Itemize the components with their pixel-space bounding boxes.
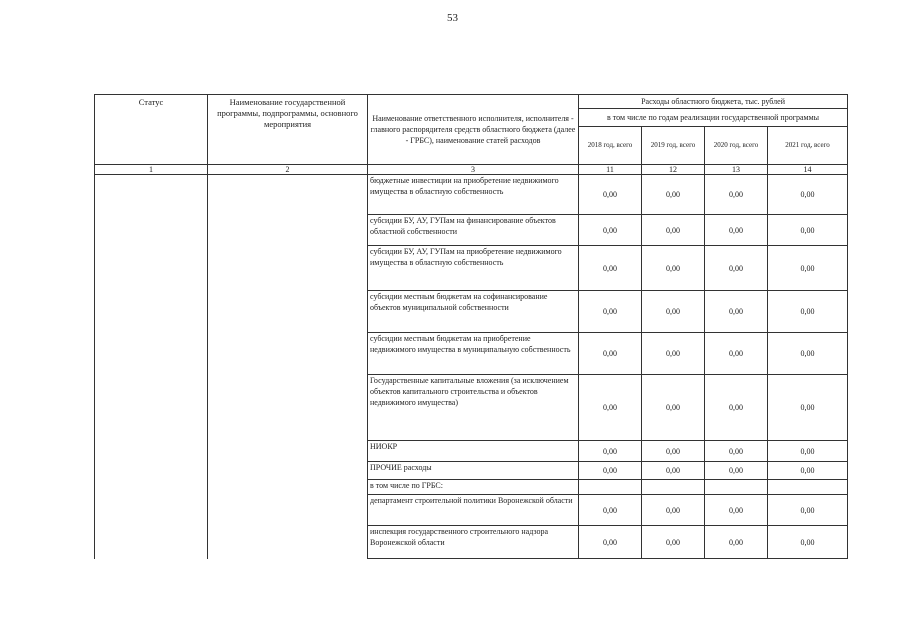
value-2019: 0,00: [642, 462, 705, 480]
value-2021: 0,00: [768, 462, 848, 480]
value-2020: 0,00: [705, 441, 768, 462]
value-2018: 0,00: [579, 215, 642, 246]
col-number-12: 12: [642, 165, 705, 175]
header-year-2021: 2021 год, всего: [768, 127, 848, 165]
header-by-year: в том числе по годам реализации государственной программы: [579, 109, 848, 127]
value-2018: 0,00: [579, 375, 642, 441]
value-2020: 0,00: [705, 291, 768, 333]
expense-name: субсидии БУ, АУ, ГУПам на приобретение недвижимого имущества в областную собственность: [368, 246, 579, 291]
program-cell: [208, 175, 368, 559]
value-2021: 0,00: [768, 441, 848, 462]
value-2019: 0,00: [642, 495, 705, 526]
value-2021: 0,00: [768, 333, 848, 375]
header-year-2018: 2018 год, всего: [579, 127, 642, 165]
budget-table: [94, 94, 848, 559]
value-2021: 0,00: [768, 246, 848, 291]
expense-name: субсидии БУ, АУ, ГУПам на финансирование объектов областной собственности: [368, 215, 579, 246]
value-2020: 0,00: [705, 215, 768, 246]
value-2021: 0,00: [768, 291, 848, 333]
expense-name: департамент строительной политики Воронежской области: [368, 495, 579, 526]
value-2020: 0,00: [705, 526, 768, 559]
value-2021: [768, 480, 848, 495]
value-2019: 0,00: [642, 441, 705, 462]
value-2020: 0,00: [705, 175, 768, 215]
header-budget: Расходы областного бюджета, тыс. рублей: [579, 95, 848, 109]
header-program: Наименование государственной программы, подпрограммы, основного мероприятия: [208, 95, 368, 165]
value-2018: 0,00: [579, 495, 642, 526]
expense-name: субсидии местным бюджетам на софинансирование объектов муниципальной собственности: [368, 291, 579, 333]
header-executor: Наименование ответственного исполнителя, исполнителя - главного распорядителя средств областного бюджета (далее - ГРБС), наименование статей расходов: [368, 95, 579, 165]
header-status: Статус: [95, 95, 208, 165]
value-2018: 0,00: [579, 526, 642, 559]
value-2020: 0,00: [705, 462, 768, 480]
value-2019: 0,00: [642, 375, 705, 441]
col-number-1: 1: [95, 165, 208, 175]
col-number-11: 11: [579, 165, 642, 175]
expense-name: ПРОЧИЕ расходы: [368, 462, 579, 480]
expense-name: в том числе по ГРБС:: [368, 480, 579, 495]
value-2021: 0,00: [768, 215, 848, 246]
expense-name: субсидии местным бюджетам на приобретение недвижимого имущества в муниципальную собственность: [368, 333, 579, 375]
value-2019: 0,00: [642, 291, 705, 333]
value-2018: 0,00: [579, 441, 642, 462]
value-2019: 0,00: [642, 215, 705, 246]
status-cell: [95, 175, 208, 559]
value-2020: 0,00: [705, 495, 768, 526]
value-2021: 0,00: [768, 175, 848, 215]
value-2020: 0,00: [705, 375, 768, 441]
header-year-2020: 2020 год, всего: [705, 127, 768, 165]
header-year-2019: 2019 год, всего: [642, 127, 705, 165]
value-2020: [705, 480, 768, 495]
value-2021: 0,00: [768, 526, 848, 559]
value-2018: 0,00: [579, 291, 642, 333]
expense-name: бюджетные инвестиции на приобретение недвижимого имущества в областную собственность: [368, 175, 579, 215]
value-2020: 0,00: [705, 333, 768, 375]
page-number: 53: [447, 12, 458, 24]
value-2021: 0,00: [768, 375, 848, 441]
value-2019: 0,00: [642, 246, 705, 291]
expense-name: НИОКР: [368, 441, 579, 462]
col-number-14: 14: [768, 165, 848, 175]
value-2019: 0,00: [642, 526, 705, 559]
col-number-2: 2: [208, 165, 368, 175]
value-2021: 0,00: [768, 495, 848, 526]
value-2018: 0,00: [579, 333, 642, 375]
expense-name: инспекция государственного строительного надзора Воронежской области: [368, 526, 579, 559]
value-2018: 0,00: [579, 462, 642, 480]
col-number-3: 3: [368, 165, 579, 175]
value-2018: [579, 480, 642, 495]
value-2020: 0,00: [705, 246, 768, 291]
value-2018: 0,00: [579, 175, 642, 215]
value-2019: [642, 480, 705, 495]
value-2018: 0,00: [579, 246, 642, 291]
expense-name: Государственные капитальные вложения (за исключением объектов капитального строительства и объектов недвижимого имущества): [368, 375, 579, 441]
table-row: [95, 175, 848, 215]
value-2019: 0,00: [642, 175, 705, 215]
value-2019: 0,00: [642, 333, 705, 375]
col-number-13: 13: [705, 165, 768, 175]
